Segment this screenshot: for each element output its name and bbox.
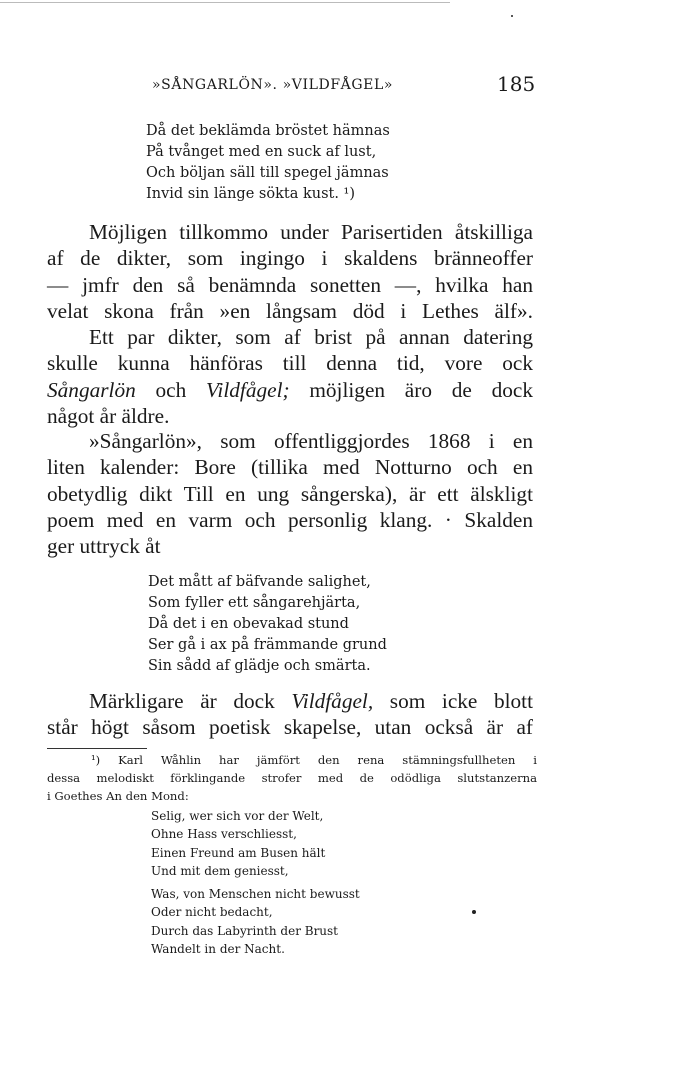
text-line: Möjligen tillkommo under Parisertiden åtskilliga [89, 220, 533, 244]
verse-line: Då det i en obevakad stund [148, 616, 349, 632]
text-line: velat skona från »en långsam död i Lethes älf». [47, 298, 533, 323]
verse-line: Oder nicht bedacht, [151, 905, 273, 920]
goethe-stanza-2 [151, 885, 360, 958]
text-line: liten kalender: Bore (tillika med Notturno och en [47, 455, 533, 480]
title-sangarlon: Sångarlön [47, 377, 136, 402]
text-line: poem med en varm och personlig klang. · Skalden [47, 507, 533, 532]
verse-line: Ser gå i ax på främmande grund [148, 637, 387, 653]
text-fragment: Märkligare är dock [89, 689, 275, 713]
top-verse [146, 121, 390, 205]
word: och [155, 377, 187, 402]
paragraph-4 [47, 688, 533, 741]
footnote [47, 751, 537, 805]
text-line: något år äldre. [47, 403, 170, 428]
ink-speck [511, 15, 513, 17]
text-line [47, 377, 533, 403]
text-fragment: som icke blott [389, 689, 534, 713]
title-vildfagel: Vildfågel; [206, 377, 290, 402]
verse-line: Det mått af bäfvande salighet, [148, 574, 371, 590]
verse-line: Wandelt in der Nacht. [151, 941, 285, 956]
running-header: »SÅNGARLÖN». »VILDFÅGEL» [152, 77, 394, 93]
ink-speck [472, 910, 476, 914]
verse-line: Ohne Hass verschliesst, [151, 827, 297, 842]
text-line: står högt såsom poetisk skapelse, utan också är af [47, 715, 533, 740]
footnote-line: dessa melodiskt förklingande strofer med de odödliga slutstanzerna [47, 771, 537, 785]
top-edge-line [0, 2, 450, 3]
text-fragment: möjligen äro de dock [309, 377, 533, 402]
verse-line: Durch das Labyrinth der Brust [151, 923, 339, 938]
text-line: »Sångarlön», som offentliggjordes 1868 i en [89, 429, 533, 453]
text-line: — jmfr den så benämnda sonetten —, hvilka han [47, 272, 533, 297]
footnote-rule [47, 748, 147, 749]
text-line: obetydlig dikt Till en ung sångerska), är ett älskligt [47, 481, 533, 506]
verse-line: Då det beklämda bröstet hämnas [146, 123, 390, 139]
footnote-line: ¹) Karl Wåhlin har jämfört den rena stämningsfullheten i [91, 753, 537, 767]
goethe-stanza-1 [151, 807, 325, 880]
paragraph-1 [47, 219, 533, 324]
footnote-line: i Goethes An den Mond: [47, 789, 189, 803]
text-line [47, 688, 533, 714]
paragraph-2 [47, 324, 533, 429]
verse-line: Und mit dem geniesst, [151, 863, 289, 878]
middle-verse [148, 572, 387, 677]
verse-line: På tvånget med en suck af lust, [146, 144, 377, 160]
verse-line: Was, von Menschen nicht bewusst [151, 887, 360, 901]
text-line: skulle kunna hänföras till denna tid, vore ock [47, 351, 533, 376]
verse-line: Sin sådd af glädje och smärta. [148, 658, 371, 674]
verse-line: Selig, wer sich vor der Welt, [151, 809, 324, 823]
text-line: af de dikter, som ingingo i skaldens bränneoffer [47, 246, 533, 271]
verse-line: Som fyller ett sångarehjärta, [148, 595, 361, 611]
verse-line: Invid sin länge sökta kust. ¹) [146, 186, 356, 202]
text-line: Ett par dikter, som af brist på annan datering [89, 325, 533, 349]
verse-line: Och böljan säll till spegel jämnas [146, 165, 389, 181]
text-line: ger uttryck åt [47, 534, 161, 559]
title-vildfagel: Vildfågel, [291, 689, 374, 713]
verse-line: Einen Freund am Busen hält [151, 845, 326, 860]
paragraph-3 [47, 428, 533, 559]
page-number: 185 [497, 72, 536, 96]
